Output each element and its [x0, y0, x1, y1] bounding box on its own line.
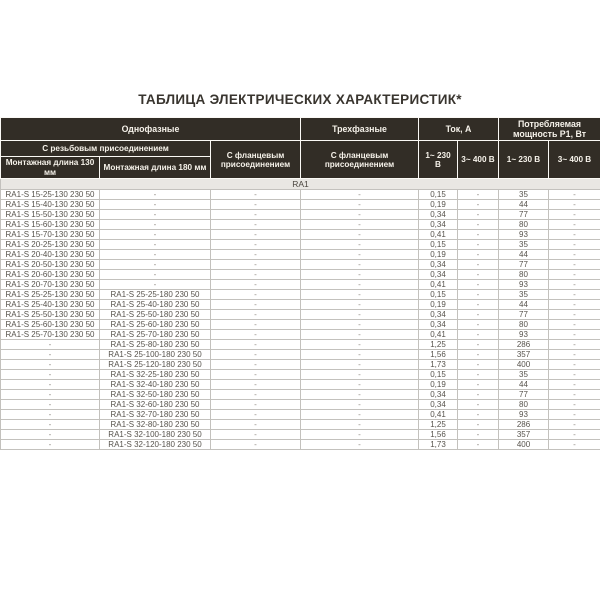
cell-flange-three-phase: -	[301, 330, 419, 340]
page-title: ТАБЛИЦА ЭЛЕКТРИЧЕСКИХ ХАРАКТЕРИСТИК*	[138, 92, 462, 107]
cell-power-400v: -	[549, 190, 600, 200]
header-length-180mm: Монтажная длина 180 мм	[100, 157, 211, 179]
cell-model-180mm: RA1-S 25-50-180 230 50	[100, 310, 211, 320]
cell-flange-single-phase: -	[211, 400, 301, 410]
cell-power-400v: -	[549, 390, 600, 400]
cell-power-230v: 286	[499, 420, 549, 430]
cell-current-400v: -	[458, 220, 499, 230]
cell-model-180mm: -	[100, 250, 211, 260]
cell-model-130mm: RA1-S 15-60-130 230 50	[1, 220, 100, 230]
cell-current-230v: 1,25	[419, 420, 458, 430]
table-row	[1, 230, 600, 240]
cell-model-180mm: -	[100, 220, 211, 230]
cell-power-400v: -	[549, 380, 600, 390]
cell-model-180mm: -	[100, 190, 211, 200]
table-row	[1, 430, 600, 440]
table-row	[1, 220, 600, 230]
cell-flange-three-phase: -	[301, 320, 419, 330]
cell-model-130mm: RA1-S 20-40-130 230 50	[1, 250, 100, 260]
cell-flange-three-phase: -	[301, 440, 419, 450]
cell-power-230v: 77	[499, 210, 549, 220]
cell-flange-three-phase: -	[301, 350, 419, 360]
cell-flange-single-phase: -	[211, 300, 301, 310]
cell-flange-three-phase: -	[301, 250, 419, 260]
cell-model-130mm: -	[1, 370, 100, 380]
cell-power-400v: -	[549, 220, 600, 230]
table-row	[1, 380, 600, 390]
cell-power-400v: -	[549, 250, 600, 260]
cell-flange-single-phase: -	[211, 200, 301, 210]
table-row	[1, 200, 600, 210]
cell-power-400v: -	[549, 310, 600, 320]
cell-model-180mm: RA1-S 25-25-180 230 50	[100, 290, 211, 300]
cell-power-230v: 77	[499, 310, 549, 320]
cell-power-400v: -	[549, 360, 600, 370]
cell-current-400v: -	[458, 200, 499, 210]
table-row	[1, 390, 600, 400]
cell-flange-three-phase: -	[301, 390, 419, 400]
header-flange-single-phase: С фланцевым присоединением	[211, 141, 301, 179]
cell-power-230v: 400	[499, 360, 549, 370]
cell-current-230v: 0,15	[419, 190, 458, 200]
cell-model-180mm: -	[100, 280, 211, 290]
cell-power-230v: 35	[499, 370, 549, 380]
cell-current-230v: 0,19	[419, 250, 458, 260]
table-row	[1, 310, 600, 320]
cell-flange-three-phase: -	[301, 410, 419, 420]
cell-power-400v: -	[549, 230, 600, 240]
cell-current-400v: -	[458, 210, 499, 220]
series-row	[1, 179, 600, 190]
cell-flange-single-phase: -	[211, 340, 301, 350]
cell-model-180mm: -	[100, 230, 211, 240]
cell-power-230v: 357	[499, 430, 549, 440]
cell-model-130mm: RA1-S 15-25-130 230 50	[1, 190, 100, 200]
cell-power-400v: -	[549, 200, 600, 210]
header-current-group: Ток, А	[419, 118, 499, 141]
cell-model-130mm: -	[1, 350, 100, 360]
cell-current-400v: -	[458, 290, 499, 300]
cell-model-180mm: RA1-S 32-100-180 230 50	[100, 430, 211, 440]
cell-power-230v: 35	[499, 290, 549, 300]
table-row	[1, 400, 600, 410]
cell-current-400v: -	[458, 430, 499, 440]
cell-power-230v: 80	[499, 320, 549, 330]
cell-power-400v: -	[549, 350, 600, 360]
header-current-230v: 1~ 230 В	[419, 141, 458, 179]
cell-current-400v: -	[458, 380, 499, 390]
cell-flange-single-phase: -	[211, 310, 301, 320]
cell-current-230v: 0,15	[419, 370, 458, 380]
cell-power-400v: -	[549, 440, 600, 450]
cell-model-180mm: -	[100, 200, 211, 210]
cell-current-230v: 0,34	[419, 400, 458, 410]
cell-model-180mm: RA1-S 25-100-180 230 50	[100, 350, 211, 360]
cell-power-230v: 77	[499, 260, 549, 270]
cell-power-400v: -	[549, 320, 600, 330]
header-three-phase: Трехфазные	[301, 118, 419, 141]
table-row	[1, 420, 600, 430]
cell-flange-single-phase: -	[211, 440, 301, 450]
cell-flange-single-phase: -	[211, 270, 301, 280]
cell-model-130mm: RA1-S 25-60-130 230 50	[1, 320, 100, 330]
cell-power-230v: 93	[499, 330, 549, 340]
cell-flange-single-phase: -	[211, 260, 301, 270]
cell-power-400v: -	[549, 300, 600, 310]
header-power-400v: 3~ 400 В	[549, 141, 600, 179]
cell-power-230v: 80	[499, 400, 549, 410]
cell-flange-three-phase: -	[301, 280, 419, 290]
cell-model-130mm: RA1-S 25-70-130 230 50	[1, 330, 100, 340]
cell-current-230v: 0,34	[419, 320, 458, 330]
cell-model-180mm: -	[100, 270, 211, 280]
cell-flange-three-phase: -	[301, 220, 419, 230]
cell-flange-three-phase: -	[301, 290, 419, 300]
cell-flange-single-phase: -	[211, 290, 301, 300]
cell-current-230v: 1,73	[419, 360, 458, 370]
cell-model-180mm: RA1-S 25-80-180 230 50	[100, 340, 211, 350]
cell-current-230v: 1,56	[419, 350, 458, 360]
cell-flange-three-phase: -	[301, 420, 419, 430]
cell-power-230v: 35	[499, 240, 549, 250]
header-threaded-connection: С резьбовым присоединением	[1, 141, 211, 157]
cell-current-230v: 1,25	[419, 340, 458, 350]
cell-flange-three-phase: -	[301, 190, 419, 200]
cell-power-230v: 93	[499, 230, 549, 240]
cell-model-130mm: -	[1, 380, 100, 390]
cell-current-400v: -	[458, 330, 499, 340]
table-row	[1, 280, 600, 290]
cell-flange-single-phase: -	[211, 280, 301, 290]
cell-power-400v: -	[549, 340, 600, 350]
cell-power-230v: 400	[499, 440, 549, 450]
cell-model-130mm: RA1-S 15-50-130 230 50	[1, 210, 100, 220]
table-header	[1, 118, 600, 179]
cell-model-130mm: -	[1, 360, 100, 370]
cell-model-180mm: RA1-S 25-70-180 230 50	[100, 330, 211, 340]
cell-flange-single-phase: -	[211, 430, 301, 440]
cell-flange-single-phase: -	[211, 240, 301, 250]
cell-model-130mm: RA1-S 20-25-130 230 50	[1, 240, 100, 250]
table-row	[1, 290, 600, 300]
cell-power-400v: -	[549, 210, 600, 220]
cell-model-130mm: -	[1, 410, 100, 420]
cell-current-230v: 0,34	[419, 220, 458, 230]
cell-model-180mm: -	[100, 240, 211, 250]
cell-current-400v: -	[458, 300, 499, 310]
cell-model-130mm: RA1-S 25-40-130 230 50	[1, 300, 100, 310]
cell-flange-single-phase: -	[211, 370, 301, 380]
cell-flange-three-phase: -	[301, 400, 419, 410]
cell-power-230v: 80	[499, 270, 549, 280]
cell-model-130mm: RA1-S 15-70-130 230 50	[1, 230, 100, 240]
cell-model-180mm: RA1-S 32-60-180 230 50	[100, 400, 211, 410]
cell-power-230v: 44	[499, 380, 549, 390]
series-label: RA1	[1, 179, 600, 190]
cell-power-230v: 44	[499, 300, 549, 310]
cell-power-230v: 44	[499, 250, 549, 260]
cell-power-400v: -	[549, 330, 600, 340]
cell-model-180mm: -	[100, 210, 211, 220]
cell-model-180mm: RA1-S 32-50-180 230 50	[100, 390, 211, 400]
cell-model-130mm: RA1-S 20-50-130 230 50	[1, 260, 100, 270]
cell-current-400v: -	[458, 240, 499, 250]
table-row	[1, 360, 600, 370]
cell-current-230v: 0,34	[419, 310, 458, 320]
cell-flange-three-phase: -	[301, 380, 419, 390]
cell-model-130mm: RA1-S 25-25-130 230 50	[1, 290, 100, 300]
cell-flange-three-phase: -	[301, 310, 419, 320]
cell-current-230v: 0,34	[419, 390, 458, 400]
cell-model-180mm: RA1-S 32-25-180 230 50	[100, 370, 211, 380]
cell-current-400v: -	[458, 230, 499, 240]
cell-model-180mm: RA1-S 32-120-180 230 50	[100, 440, 211, 450]
table-row	[1, 270, 600, 280]
table-row	[1, 260, 600, 270]
cell-flange-three-phase: -	[301, 340, 419, 350]
table-row	[1, 300, 600, 310]
cell-flange-single-phase: -	[211, 360, 301, 370]
cell-current-230v: 0,15	[419, 290, 458, 300]
table-row	[1, 320, 600, 330]
table-row	[1, 340, 600, 350]
cell-model-130mm: -	[1, 420, 100, 430]
cell-flange-single-phase: -	[211, 250, 301, 260]
cell-flange-single-phase: -	[211, 190, 301, 200]
cell-flange-three-phase: -	[301, 200, 419, 210]
table-row	[1, 240, 600, 250]
cell-power-400v: -	[549, 270, 600, 280]
cell-flange-single-phase: -	[211, 220, 301, 230]
cell-current-230v: 1,73	[419, 440, 458, 450]
cell-current-230v: 0,19	[419, 380, 458, 390]
cell-flange-three-phase: -	[301, 270, 419, 280]
cell-model-180mm: RA1-S 25-40-180 230 50	[100, 300, 211, 310]
cell-current-230v: 0,34	[419, 260, 458, 270]
cell-model-180mm: RA1-S 25-120-180 230 50	[100, 360, 211, 370]
cell-flange-three-phase: -	[301, 430, 419, 440]
cell-power-230v: 93	[499, 410, 549, 420]
cell-power-230v: 80	[499, 220, 549, 230]
header-flange-three-phase: С фланцевым присоединением	[301, 141, 419, 179]
cell-model-180mm: -	[100, 260, 211, 270]
cell-power-230v: 93	[499, 280, 549, 290]
cell-current-230v: 0,41	[419, 230, 458, 240]
cell-flange-single-phase: -	[211, 230, 301, 240]
cell-power-230v: 357	[499, 350, 549, 360]
cell-flange-single-phase: -	[211, 380, 301, 390]
cell-current-400v: -	[458, 320, 499, 330]
cell-flange-three-phase: -	[301, 210, 419, 220]
header-length-130mm: Монтажная длина 130 мм	[1, 157, 100, 179]
table-row	[1, 350, 600, 360]
cell-model-130mm: -	[1, 440, 100, 450]
cell-current-400v: -	[458, 420, 499, 430]
cell-current-400v: -	[458, 250, 499, 260]
cell-current-400v: -	[458, 340, 499, 350]
cell-power-230v: 44	[499, 200, 549, 210]
cell-flange-three-phase: -	[301, 370, 419, 380]
cell-model-130mm: RA1-S 15-40-130 230 50	[1, 200, 100, 210]
cell-model-130mm: -	[1, 390, 100, 400]
cell-power-400v: -	[549, 240, 600, 250]
cell-current-400v: -	[458, 400, 499, 410]
cell-current-400v: -	[458, 310, 499, 320]
cell-current-230v: 0,34	[419, 270, 458, 280]
cell-current-230v: 0,19	[419, 300, 458, 310]
cell-current-230v: 0,34	[419, 210, 458, 220]
cell-flange-three-phase: -	[301, 360, 419, 370]
cell-flange-single-phase: -	[211, 330, 301, 340]
cell-current-400v: -	[458, 410, 499, 420]
cell-model-130mm: -	[1, 430, 100, 440]
cell-model-130mm: RA1-S 25-50-130 230 50	[1, 310, 100, 320]
cell-power-400v: -	[549, 290, 600, 300]
cell-power-400v: -	[549, 410, 600, 420]
cell-flange-single-phase: -	[211, 210, 301, 220]
cell-power-400v: -	[549, 280, 600, 290]
cell-model-180mm: RA1-S 32-70-180 230 50	[100, 410, 211, 420]
cell-current-230v: 1,56	[419, 430, 458, 440]
cell-power-400v: -	[549, 430, 600, 440]
cell-current-230v: 0,41	[419, 330, 458, 340]
cell-flange-single-phase: -	[211, 420, 301, 430]
cell-current-230v: 0,19	[419, 200, 458, 210]
cell-power-400v: -	[549, 260, 600, 270]
cell-flange-single-phase: -	[211, 350, 301, 360]
electrical-characteristics-table	[0, 117, 600, 450]
table-row	[1, 440, 600, 450]
cell-model-180mm: RA1-S 25-60-180 230 50	[100, 320, 211, 330]
cell-power-230v: 35	[499, 190, 549, 200]
cell-flange-three-phase: -	[301, 300, 419, 310]
cell-current-400v: -	[458, 350, 499, 360]
header-group-row	[1, 118, 600, 141]
cell-model-130mm: -	[1, 400, 100, 410]
cell-flange-single-phase: -	[211, 410, 301, 420]
header-single-phase: Однофазные	[1, 118, 301, 141]
cell-model-130mm: -	[1, 340, 100, 350]
cell-current-230v: 0,15	[419, 240, 458, 250]
table-row	[1, 210, 600, 220]
cell-current-400v: -	[458, 280, 499, 290]
cell-current-230v: 0,41	[419, 280, 458, 290]
header-connection-row	[1, 141, 600, 157]
header-current-400v: 3~ 400 В	[458, 141, 499, 179]
cell-flange-single-phase: -	[211, 390, 301, 400]
cell-model-180mm: RA1-S 32-80-180 230 50	[100, 420, 211, 430]
table-row	[1, 410, 600, 420]
table-body	[1, 179, 600, 450]
cell-flange-three-phase: -	[301, 260, 419, 270]
cell-flange-three-phase: -	[301, 230, 419, 240]
cell-current-400v: -	[458, 440, 499, 450]
cell-model-130mm: RA1-S 20-70-130 230 50	[1, 280, 100, 290]
cell-power-230v: 286	[499, 340, 549, 350]
cell-current-400v: -	[458, 360, 499, 370]
cell-flange-single-phase: -	[211, 320, 301, 330]
cell-model-180mm: RA1-S 32-40-180 230 50	[100, 380, 211, 390]
table-row	[1, 370, 600, 380]
header-power-230v: 1~ 230 В	[499, 141, 549, 179]
cell-flange-three-phase: -	[301, 240, 419, 250]
cell-current-400v: -	[458, 190, 499, 200]
cell-current-400v: -	[458, 260, 499, 270]
cell-current-400v: -	[458, 390, 499, 400]
cell-power-230v: 77	[499, 390, 549, 400]
cell-current-400v: -	[458, 370, 499, 380]
table-row	[1, 250, 600, 260]
cell-model-130mm: RA1-S 20-60-130 230 50	[1, 270, 100, 280]
header-power-group: Потребляемая мощность P1, Вт	[499, 118, 600, 141]
cell-power-400v: -	[549, 370, 600, 380]
cell-current-400v: -	[458, 270, 499, 280]
cell-power-400v: -	[549, 420, 600, 430]
table-row	[1, 330, 600, 340]
cell-current-230v: 0,41	[419, 410, 458, 420]
table-row	[1, 190, 600, 200]
cell-power-400v: -	[549, 400, 600, 410]
